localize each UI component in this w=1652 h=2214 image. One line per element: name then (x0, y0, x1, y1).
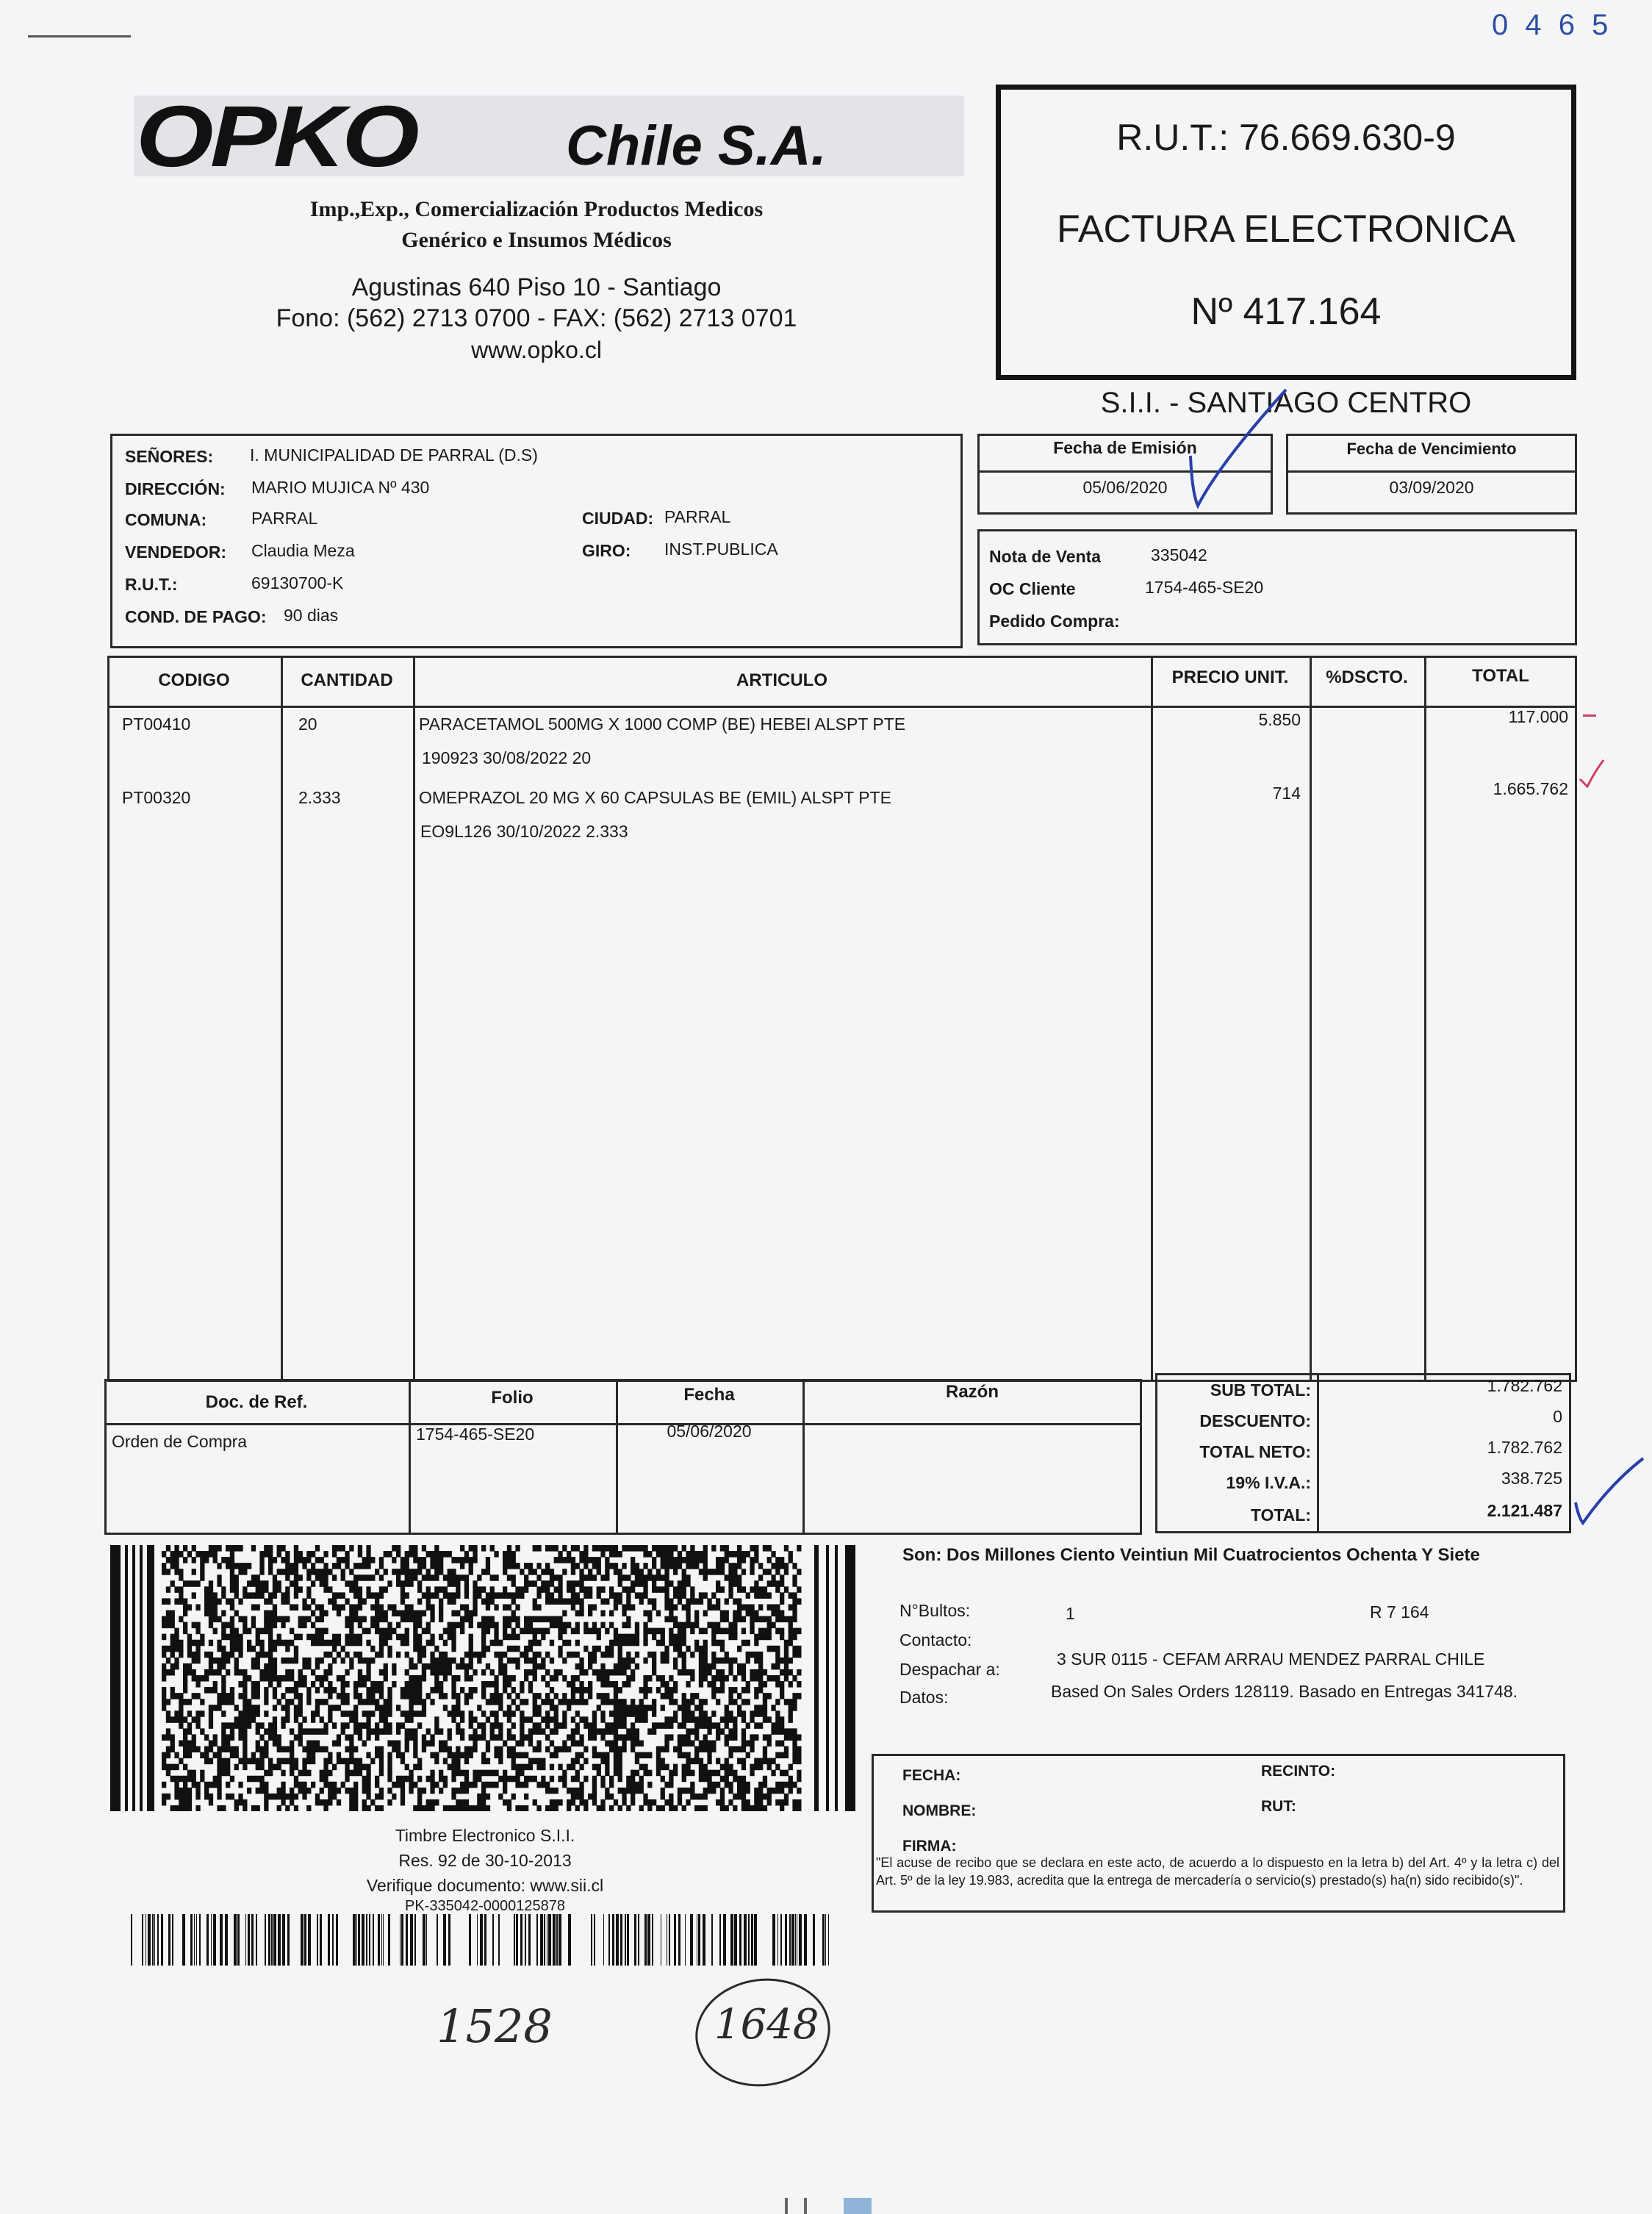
col-divider (413, 656, 415, 1382)
nota-label: Nota de Venta (989, 547, 1102, 566)
datos-label: Datos: (899, 1688, 949, 1707)
senores-label: SEÑORES: (125, 447, 214, 466)
linear-barcode (131, 1914, 836, 1966)
giro-label: GIRO: (582, 541, 631, 560)
company-name-suffix: Chile S.A. (566, 115, 827, 177)
item-1-articulo-line2: 190923 30/08/2022 20 (422, 748, 592, 767)
company-phone: Fono: (562) 2713 0700 - FAX: (562) 2713 0701 (276, 304, 797, 332)
divider (1286, 470, 1577, 473)
item-2-codigo: PT00320 (122, 788, 191, 807)
descuento-value: 0 (1553, 1407, 1562, 1426)
item-1-codigo: PT00410 (122, 714, 191, 734)
bultos-label: N°Bultos: (899, 1601, 971, 1620)
emision-value: 05/06/2020 (1082, 478, 1168, 497)
ref-col-folio: Folio (491, 1388, 534, 1408)
subtotal-label: SUB TOTAL: (1210, 1380, 1311, 1400)
pago-value: 90 dias (284, 606, 339, 625)
receipt-nombre-label: NOMBRE: (902, 1802, 977, 1819)
rut-label: R.U.T.: (125, 575, 178, 594)
bultos-value: 1 (1066, 1604, 1075, 1623)
item-1-precio: 5.850 (1258, 710, 1301, 729)
senores-value: I. MUNICIPALIDAD DE PARRAL (D.S) (250, 445, 538, 465)
table-header-divider (107, 706, 1577, 708)
receipt-rut-label: RUT: (1261, 1798, 1296, 1815)
receipt-acuse-text: "El acuse de recibo que se declara en este acto, de acuerdo a lo dispuesto en la letra b) del Art. 4º y la letra c) del Art. 5º de la ley 19.983, acredita que la entrega de mercadería o servicio(s) prestado(s) ha(n) sido recibido(s)". (876, 1855, 1559, 1888)
check-mark-icon (1579, 757, 1605, 789)
scan-mark (804, 2198, 807, 2214)
item-1-total: 117.000 (1508, 707, 1568, 726)
company-address: Agustinas 640 Piso 10 - Santiago (351, 273, 722, 301)
ref-col-doc: Doc. de Ref. (205, 1392, 308, 1412)
col-total: TOTAL (1472, 666, 1529, 686)
rut-value: 69130700-K (251, 573, 344, 592)
col-cantidad: CANTIDAD (301, 670, 393, 690)
receipt-recinto-label: RECINTO: (1261, 1763, 1336, 1780)
company-logo: OPKO (136, 88, 417, 185)
invoice-type: FACTURA ELECTRONICA (1056, 208, 1516, 251)
timbre-line-1: Timbre Electronico S.I.I. (395, 1826, 575, 1845)
item-2-total: 1.665.762 (1493, 779, 1568, 798)
ref-fecha: 05/06/2020 (667, 1422, 752, 1441)
col-codigo: CODIGO (158, 670, 230, 690)
scan-mark (28, 35, 131, 37)
shipping-ref: R 7 164 (1370, 1602, 1429, 1622)
nota-value: 335042 (1151, 545, 1207, 565)
ref-col-razon: Razón (946, 1382, 999, 1402)
descuento-label: DESCUENTO: (1199, 1411, 1311, 1430)
vendedor-label: VENDEDOR: (125, 542, 227, 562)
item-2-cantidad: 2.333 (298, 788, 341, 807)
timbre-line-4: PK-335042-0000125878 (405, 1898, 565, 1914)
oc-label: OC Cliente (989, 579, 1076, 598)
company-web: www.opko.cl (471, 337, 602, 363)
ciudad-label: CIUDAD: (582, 509, 654, 528)
sii-office: S.I.I. - SANTIAGO CENTRO (1100, 387, 1472, 419)
invoice-number: Nº 417.164 (1190, 290, 1382, 333)
ciudad-value: PARRAL (664, 507, 731, 526)
col-divider (281, 656, 283, 1382)
handwritten-note-1: 1528 (437, 1999, 553, 2053)
subtotal-value: 1.782.762 (1487, 1376, 1562, 1395)
company-tagline-2: Genérico e Insumos Médicos (401, 228, 672, 252)
page-number: 0 4 6 5 (1492, 9, 1613, 41)
timbre-line-3: Verifique documento: www.sii.cl (366, 1876, 604, 1895)
item-1-articulo-line1: PARACETAMOL 500MG X 1000 COMP (BE) HEBEI ALSPT PTE (419, 714, 906, 734)
pago-label: COND. DE PAGO: (125, 607, 267, 626)
scan-mark (844, 2198, 872, 2214)
receipt-firma-label: FIRMA: (902, 1838, 957, 1855)
iva-label: 19% I.V.A.: (1226, 1473, 1311, 1492)
giro-value: INST.PUBLICA (664, 540, 778, 559)
oc-value: 1754-465-SE20 (1145, 578, 1264, 597)
ref-doc: Orden de Compra (112, 1432, 248, 1451)
comuna-label: COMUNA: (125, 510, 207, 529)
col-articulo: ARTICULO (736, 670, 827, 690)
scan-mark (785, 2198, 788, 2214)
datos-value: Based On Sales Orders 128119. Basado en Entregas 341748. (1051, 1682, 1518, 1701)
col-divider (1424, 656, 1426, 1382)
col-precio: PRECIO UNIT. (1171, 667, 1289, 687)
items-table (107, 656, 1577, 1382)
handwritten-note-2: 1648 (714, 2001, 819, 2049)
receipt-fecha-label: FECHA: (902, 1767, 961, 1784)
neto-value: 1.782.762 (1487, 1438, 1562, 1457)
direccion-value: MARIO MUJICA Nº 430 (251, 478, 430, 497)
ref-col-fecha: Fecha (683, 1385, 735, 1405)
despachar-value: 3 SUR 0115 - CEFAM ARRAU MENDEZ PARRAL CHILE (1057, 1649, 1485, 1669)
vendedor-value: Claudia Meza (251, 541, 355, 560)
col-divider (1317, 1373, 1319, 1533)
check-mark-icon (1573, 1441, 1646, 1529)
item-2-articulo-line2: EO9L126 30/10/2022 2.333 (420, 822, 628, 841)
item-1-cantidad: 20 (298, 714, 317, 734)
item-2-precio: 714 (1272, 784, 1301, 803)
vencimiento-label: Fecha de Vencimiento (1346, 440, 1517, 458)
check-mark-icon (1176, 382, 1293, 515)
item-2-articulo-line1: OMEPRAZOL 20 MG X 60 CAPSULAS BE (EMIL) ALSPT PTE (419, 788, 891, 807)
total-label: TOTAL: (1250, 1505, 1311, 1525)
timbre-line-2: Res. 92 de 30-10-2013 (398, 1851, 572, 1870)
neto-label: TOTAL NETO: (1199, 1442, 1311, 1461)
despachar-label: Despachar a: (899, 1660, 1000, 1679)
ref-folio: 1754-465-SE20 (416, 1425, 535, 1444)
comuna-value: PARRAL (251, 509, 318, 528)
pedido-label: Pedido Compra: (989, 612, 1120, 631)
direccion-label: DIRECCIÓN: (125, 479, 226, 498)
tick-mark (1583, 714, 1596, 717)
total-value: 2.121.487 (1487, 1501, 1562, 1520)
vencimiento-value: 03/09/2020 (1389, 478, 1474, 497)
contacto-label: Contacto: (899, 1630, 972, 1649)
col-dscto: %DSCTO. (1326, 667, 1408, 687)
col-divider (1310, 656, 1312, 1382)
iva-value: 338.725 (1501, 1469, 1562, 1488)
col-divider (1151, 656, 1153, 1382)
invoice-rut: R.U.T.: 76.669.630-9 (1116, 117, 1456, 158)
pdf417-barcode (110, 1545, 860, 1811)
emision-label: Fecha de Emisión (1053, 438, 1197, 457)
company-tagline-1: Imp.,Exp., Comercialización Productos Medicos (309, 197, 764, 221)
amount-in-words: Son: Dos Millones Ciento Veintiun Mil Cuatrocientos Ochenta Y Siete (902, 1545, 1480, 1565)
